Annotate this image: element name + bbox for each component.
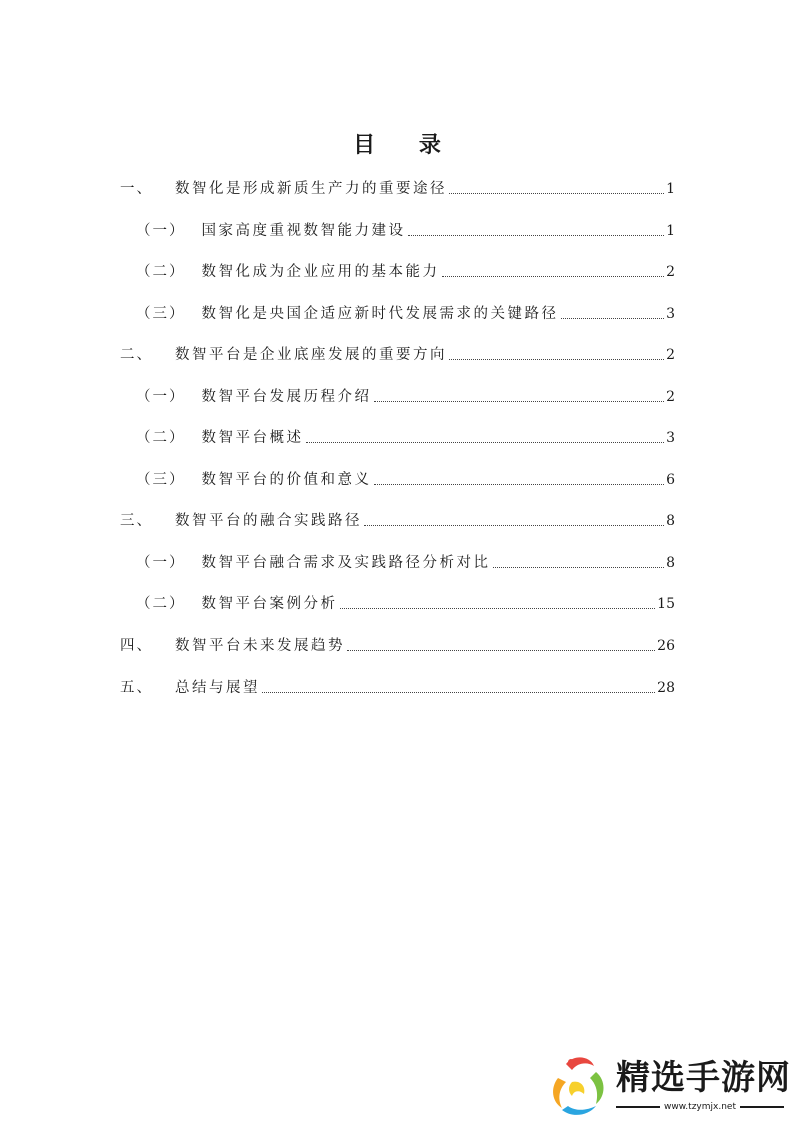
toc-leader-dots xyxy=(340,607,656,609)
toc-leader-dots xyxy=(262,691,655,693)
toc-entry[interactable] xyxy=(136,259,675,281)
toc-leader-dots xyxy=(306,441,665,443)
toc-entry-number: （一） xyxy=(136,223,186,239)
toc-entry-page: 1 xyxy=(666,223,675,239)
toc-leader-dots xyxy=(347,649,655,651)
toc-leader-dots xyxy=(493,566,665,568)
toc-entry[interactable] xyxy=(120,342,675,364)
toc-entry-page: 26 xyxy=(657,638,675,654)
toc-entry-number: （三） xyxy=(136,306,186,322)
toc-entry-number: （三） xyxy=(136,472,186,488)
toc-entry-number: 一、 xyxy=(120,181,153,197)
site-logo-icon xyxy=(544,1052,612,1118)
toc-entry-page: 2 xyxy=(666,347,675,363)
site-watermark xyxy=(544,1052,789,1118)
page-title: 目 录 xyxy=(353,133,459,158)
toc-entry[interactable] xyxy=(136,218,675,240)
toc-entry[interactable] xyxy=(120,675,675,697)
toc-entry-page: 28 xyxy=(657,680,675,696)
toc-entry-page: 3 xyxy=(666,430,675,446)
toc-entry-title: 数智平台未来发展趋势 xyxy=(175,638,345,654)
toc-entry[interactable] xyxy=(120,176,675,198)
toc-entry-number: （二） xyxy=(136,264,186,280)
toc-leader-dots xyxy=(374,483,665,485)
toc-entry-number: 四、 xyxy=(120,638,153,654)
divider-line xyxy=(616,1106,660,1108)
toc-entry-title: 数智化是形成新质生产力的重要途径 xyxy=(175,181,447,197)
toc-entry-title: 总结与展望 xyxy=(175,680,260,696)
toc-entry-title: 数智平台是企业底座发展的重要方向 xyxy=(175,347,447,363)
site-name: 精选手游网 xyxy=(616,1058,791,1098)
toc-entry[interactable] xyxy=(136,591,675,613)
site-url-text: www.tzymjx.net xyxy=(664,1102,736,1112)
toc-entry-number: （二） xyxy=(136,430,186,446)
toc-leader-dots xyxy=(449,358,664,360)
toc-entry-page: 2 xyxy=(666,264,675,280)
toc-entry-title: 数智化是央国企适应新时代发展需求的关键路径 xyxy=(201,306,559,322)
toc-entry[interactable] xyxy=(136,425,675,447)
toc-entry-title: 数智平台融合需求及实践路径分析对比 xyxy=(201,555,491,571)
toc-entry-title: 数智平台概述 xyxy=(201,430,304,446)
toc-entry-number: 三、 xyxy=(120,513,153,529)
toc-leader-dots xyxy=(408,234,665,236)
toc-entry-page: 1 xyxy=(666,181,675,197)
divider-line xyxy=(740,1106,784,1108)
toc-entry-title: 数智化成为企业应用的基本能力 xyxy=(201,264,440,280)
toc-entry-title: 数智平台的价值和意义 xyxy=(201,472,372,488)
toc-leader-dots xyxy=(364,524,664,526)
toc-leader-dots xyxy=(374,400,665,402)
toc-entry[interactable] xyxy=(120,508,675,530)
toc-entry-page: 2 xyxy=(666,389,675,405)
toc-leader-dots xyxy=(442,275,665,277)
site-url xyxy=(616,1102,784,1112)
toc-entry[interactable] xyxy=(136,301,675,323)
toc-entry-number: 五、 xyxy=(120,680,153,696)
toc-entry-title: 国家高度重视数智能力建设 xyxy=(201,223,406,239)
toc-entry-page: 6 xyxy=(666,472,675,488)
toc-entry-number: （一） xyxy=(136,389,186,405)
toc-entry[interactable] xyxy=(136,384,675,406)
toc-entry-page: 8 xyxy=(666,513,675,529)
toc-entry[interactable] xyxy=(136,550,675,572)
toc-entry-page: 8 xyxy=(666,555,675,571)
toc-entry[interactable] xyxy=(136,467,675,489)
toc-entry-number: 二、 xyxy=(120,347,153,363)
toc-leader-dots xyxy=(561,317,665,319)
toc-entry-page: 3 xyxy=(666,306,675,322)
toc-entry-page: 15 xyxy=(657,596,675,612)
toc-entry-title: 数智平台发展历程介绍 xyxy=(201,389,372,405)
toc-entry[interactable] xyxy=(120,633,675,655)
toc-entry-title: 数智平台案例分析 xyxy=(201,596,338,612)
toc-entry-title: 数智平台的融合实践路径 xyxy=(175,513,362,529)
toc-entry-number: （一） xyxy=(136,555,186,571)
toc-leader-dots xyxy=(449,192,664,194)
toc-entry-number: （二） xyxy=(136,596,186,612)
